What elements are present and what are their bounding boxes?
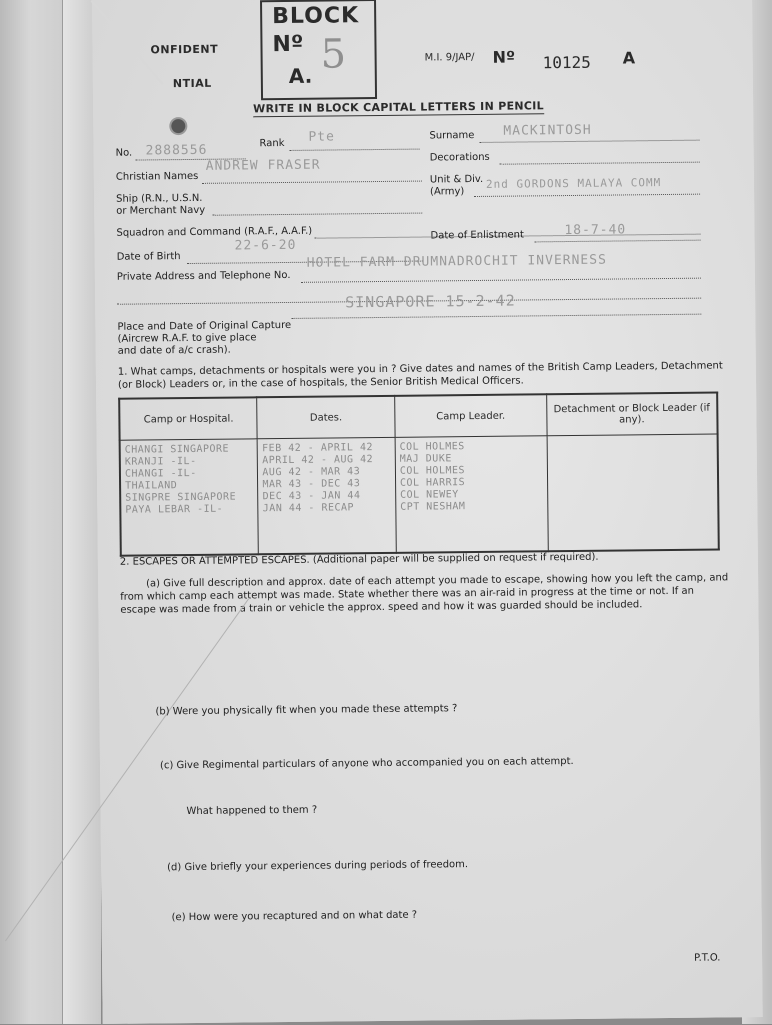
block-handwritten-number: 5 — [320, 31, 347, 78]
reference-number: 10125 — [542, 52, 591, 73]
service-no-value: 2888556 — [145, 142, 208, 159]
date-entry: DEC 43 - JAN 44 — [262, 490, 361, 503]
decorations-label: Decorations — [429, 151, 490, 164]
surname-value: MACKINTOSH — [503, 122, 592, 139]
decorations-line — [500, 162, 700, 165]
capture-label-2: (Aircrew R.A.F. to give place — [117, 332, 257, 345]
unit-label-2: (Army) — [429, 186, 465, 198]
unit-label: Unit & Div. — [429, 173, 484, 186]
leader-entry: CPT NESHAM — [400, 501, 466, 513]
dates-column — [258, 437, 397, 554]
question-2c: (c) Give Regimental particulars of anyone who accompanied you on each attempt. — [159, 755, 574, 772]
capture-label: Place and Date of Original Capture — [117, 319, 292, 333]
capture-label-3: and date of a/c crash). — [117, 344, 231, 357]
leader-entry: COL HARRIS — [399, 477, 466, 489]
enlistment-line — [535, 240, 701, 243]
camp-entry: CHANGI SINGAPORE — [124, 443, 230, 456]
reference-suffix: A — [622, 48, 636, 68]
question-2e: (e) How were you recaptured and on what date ? — [171, 909, 418, 924]
date-entry: APRIL 42 - AUG 42 — [262, 454, 374, 467]
camp-entry: THAILAND — [125, 480, 178, 492]
service-no-label: No. — [115, 147, 133, 159]
header-detachment-leader: Detachment or Block Leader (if any). — [547, 392, 718, 435]
question-2c-followup: What happened to them ? — [186, 804, 318, 818]
date-entry: AUG 42 - MAR 43 — [262, 466, 361, 479]
question-1-line-1: 1. What camps, detachments or hospitals were you in ? Give dates and names of the British Camp Leaders, Detachment — [117, 360, 723, 378]
confidential-stamp-top: ONFIDENT — [150, 42, 219, 57]
address-line-1 — [301, 278, 701, 283]
rank-label: Rank — [259, 137, 285, 150]
enlistment-label: Date of Enlistment — [430, 229, 524, 242]
date-entry: MAR 43 - DEC 43 — [262, 478, 361, 491]
camp-entry: SINGPRE SINGAPORE — [125, 491, 237, 504]
question-2a-line-2: from which camp each attempt was made. State whether there was an air-raid in progress at the time or not. If an — [120, 585, 694, 603]
header-camp: Camp or Hospital. — [119, 397, 257, 440]
christian-names-line — [202, 181, 422, 184]
christian-names-label: Christian Names — [115, 170, 199, 183]
capture-value: SINGAPORE 15-2-42 — [345, 291, 516, 312]
enlistment-value: 18-7-40 — [564, 222, 627, 239]
camps-table-header — [119, 392, 717, 440]
date-of-birth-label: Date of Birth — [116, 251, 181, 263]
surname-line — [480, 140, 700, 143]
question-1-line-2: (or Block) Leaders or, in the case of hospitals, the Senior British Medical Officers. — [117, 375, 524, 391]
address-label: Private Address and Telephone No. — [116, 269, 291, 283]
date-entry: FEB 42 - APRIL 42 — [262, 442, 374, 455]
block-no-label: Nº — [272, 31, 304, 58]
ship-label: Ship (R.N., U.S.N. — [116, 192, 203, 205]
question-2a-line-1: (a) Give full description and approx. date of each attempt you made to escape, showing how you left the camp, and — [146, 572, 729, 590]
ship-label-2: or Merchant Navy — [116, 204, 206, 217]
block-title: BLOCK — [272, 3, 360, 30]
leader-entry: MAJ DUKE — [399, 453, 452, 465]
leaders-column — [395, 436, 548, 553]
address-value: HOTEL FARM DRUMNADROCHIT INVERNESS — [306, 252, 607, 271]
punch-hole — [169, 117, 187, 135]
surname-label: Surname — [429, 130, 475, 142]
unit-line — [474, 194, 700, 197]
reference-no-label: Nº — [492, 47, 516, 67]
question-2a — [120, 571, 740, 616]
date-entry: JAN 44 - RECAP — [262, 502, 355, 515]
confidential-stamp-bottom: NTIAL — [172, 76, 212, 91]
camp-entry: KRANJI -IL- — [124, 455, 197, 468]
squadron-label: Squadron and Command (R.A.F., A.A.F.) — [116, 225, 313, 239]
camps-column — [120, 439, 259, 556]
camp-entry: PAYA LEBAR -IL- — [125, 503, 224, 516]
leader-entry: COL HOLMES — [399, 465, 466, 477]
camp-entry: CHANGI -IL- — [124, 467, 197, 480]
block-letter: A. — [288, 63, 313, 88]
question-1-text — [118, 359, 738, 391]
question-2-title: 2. ESCAPES OR ATTEMPTED ESCAPES. (Additional paper will be supplied on request if required). — [119, 551, 599, 568]
instruction-heading: WRITE IN BLOCK CAPITAL LETTERS IN PENCIL — [253, 99, 544, 116]
leader-entry: COL NEWEY — [399, 489, 459, 501]
rank-line — [290, 149, 420, 151]
block-number-box — [260, 0, 377, 100]
question-2b: (b) Were you physically fit when you made these attempts ? — [155, 703, 458, 718]
rank-value: Pte — [308, 129, 336, 145]
camps-table-body — [120, 434, 719, 556]
leader-entry: COL HOLMES — [399, 441, 465, 453]
unit-value: 2nd GORDONS MALAYA COMM — [485, 176, 662, 191]
question-2a-line-3: escape was made from a train or vehicle the approx. speed and how it was guarded should be included. — [120, 599, 643, 616]
header-camp-leader: Camp Leader. — [395, 394, 547, 437]
christian-names-value: ANDREW FRASER — [205, 157, 321, 174]
pto-label: P.T.O. — [694, 952, 721, 964]
question-2d: (d) Give briefly your experiences during periods of freedom. — [167, 859, 469, 874]
date-of-birth-value: 22-6-20 — [234, 237, 297, 254]
camps-table — [118, 391, 720, 556]
document-page — [92, 0, 763, 1024]
capture-line — [291, 314, 701, 319]
header-dates: Dates. — [257, 396, 395, 439]
ship-line — [212, 213, 422, 216]
detachment-column — [547, 434, 719, 551]
reference-label: M.I. 9/JAP/ — [424, 51, 475, 64]
